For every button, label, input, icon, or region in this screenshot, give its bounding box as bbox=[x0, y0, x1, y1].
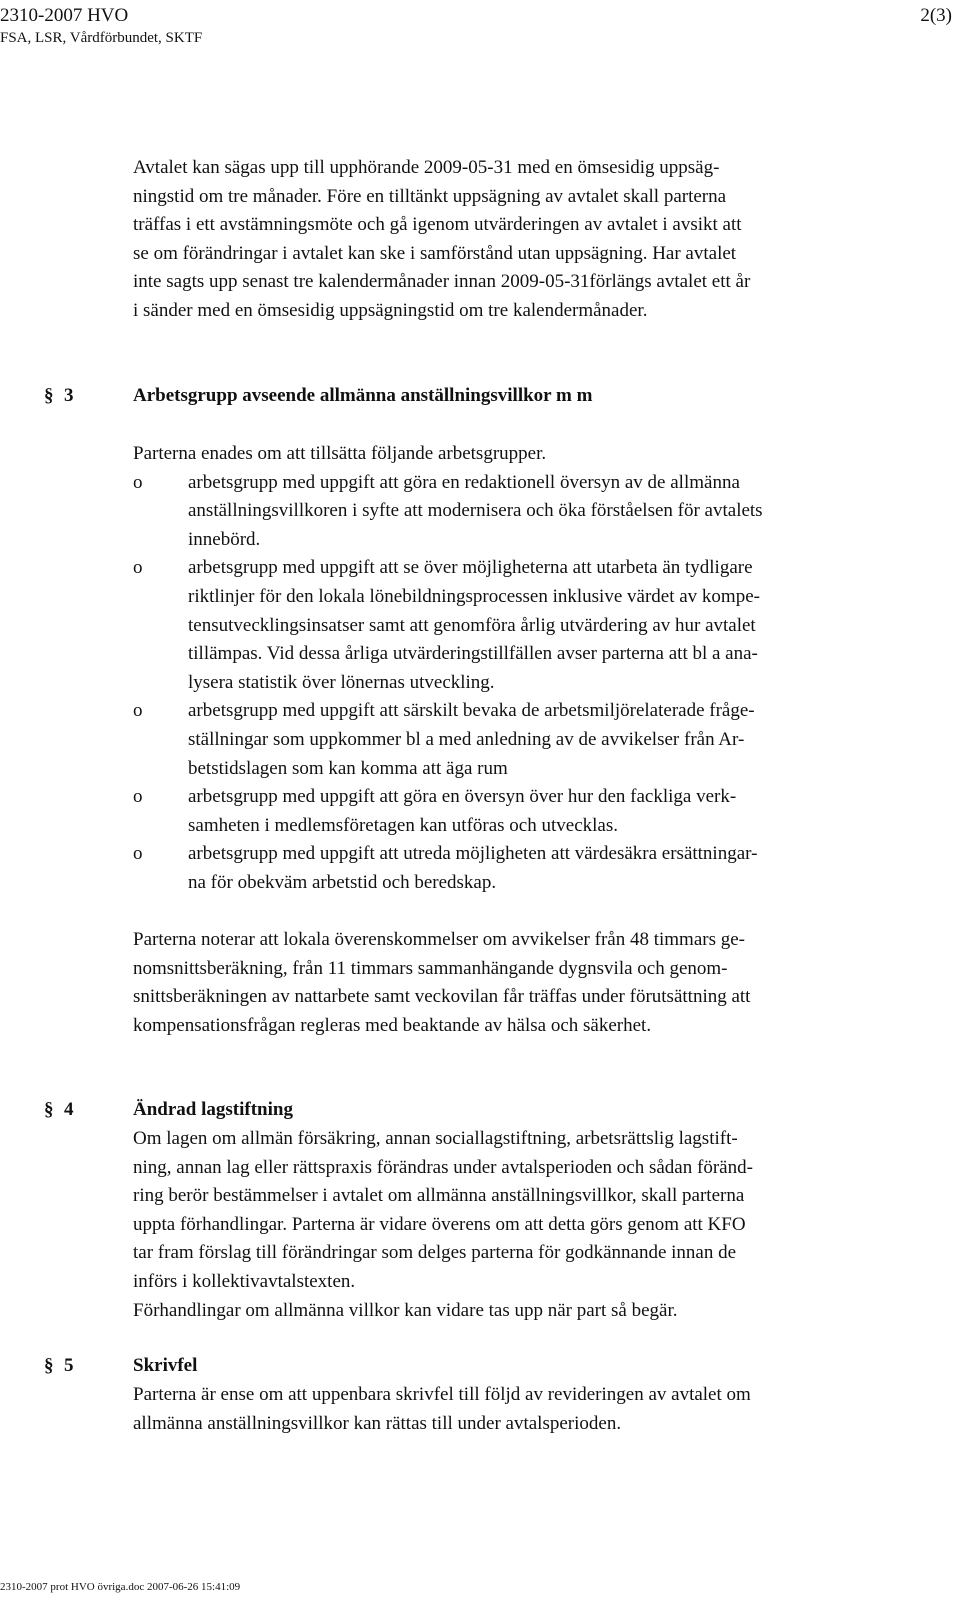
section-3-lead: Parterna enades om att tillsätta följande arbetsgrupper. bbox=[133, 443, 547, 464]
list-item bbox=[133, 469, 948, 555]
text-line: i sänder med en ömsesidig uppsägningstid om tre kalendermånader. bbox=[133, 299, 648, 321]
text-line: anställningsvillkoren i syfte att modernisera och öka förståelsen för avtalets bbox=[188, 500, 763, 522]
text-line: samheten i medlemsföretagen kan utföras och utvecklas. bbox=[188, 814, 618, 836]
section-title: Arbetsgrupp avseende allmänna anställningsvillkor m m bbox=[133, 385, 593, 406]
text-line: ring berör bestämmelser i avtalet om allmänna anställningsvillkor, skall parterna bbox=[133, 1185, 745, 1207]
text-line: betstidslagen som kan komma att äga rum bbox=[188, 757, 508, 779]
bullet-marker: o bbox=[133, 786, 143, 808]
section-5-body bbox=[133, 1381, 948, 1438]
text-line: tar fram förslag till förändringar som delges parterna för godkännande innan de bbox=[133, 1242, 737, 1264]
text-line: riktlinjer för den lokala lönebildningsprocessen inklusive värdet av kompe- bbox=[188, 585, 760, 607]
text-line: Förhandlingar om allmänna villkor kan vidare tas upp när part så begär. bbox=[133, 1299, 678, 1321]
text-line: ningstid om tre månader. Före en tilltänkt uppsägning av avtalet skall parterna bbox=[133, 185, 727, 207]
section-sign: § bbox=[44, 385, 54, 406]
section-number: 5 bbox=[64, 1355, 74, 1376]
text-line: arbetsgrupp med uppgift att särskilt bevaka de arbetsmiljörelaterade fråge- bbox=[188, 700, 755, 722]
page-footer: 2310-2007 prot HVO övriga.doc 2007-06-26 15:41:09 bbox=[0, 1581, 241, 1593]
text-line: arbetsgrupp med uppgift att se över möjligheterna att utarbeta än tydligare bbox=[188, 557, 753, 579]
document-parties: FSA, LSR, Vårdförbundet, SKTF bbox=[0, 30, 203, 46]
bullet-marker: o bbox=[133, 700, 143, 722]
text-line: Parterna noterar att lokala överenskommelser om avvikelser från 48 timmars ge- bbox=[133, 929, 745, 950]
text-line: uppta förhandlingar. Parterna är vidare överens om att detta görs genom att KFO bbox=[133, 1213, 746, 1235]
list-item bbox=[133, 697, 948, 783]
text-line: Om lagen om allmän försäkring, annan sociallagstiftning, arbetsrättslig lagstift- bbox=[133, 1128, 738, 1149]
bullet-marker: o bbox=[133, 843, 143, 865]
document-code: 2310-2007 HVO bbox=[0, 5, 129, 26]
section-title: Skrivfel bbox=[133, 1355, 198, 1376]
text-line: träffas i ett avstämningsmöte och gå igenom utvärderingen av avtalet i avsikt att bbox=[133, 214, 742, 236]
section-number: 4 bbox=[64, 1099, 74, 1120]
list-item bbox=[133, 840, 948, 897]
text-line: kompensationsfrågan regleras med beaktande av hälsa och säkerhet. bbox=[133, 1014, 652, 1036]
list-item bbox=[133, 554, 948, 697]
section-title: Ändrad lagstiftning bbox=[133, 1099, 293, 1120]
bullet-marker: o bbox=[133, 557, 143, 579]
text-line: tillämpas. Vid dessa årliga utvärderingstillfällen avser parterna att bl a ana- bbox=[188, 643, 758, 665]
working-group-list bbox=[133, 469, 948, 898]
text-line: Parterna är ense om att uppenbara skrivfel till följd av revideringen av avtalet om bbox=[133, 1384, 751, 1405]
section-3-body bbox=[133, 440, 948, 898]
section-sign: § bbox=[44, 1099, 54, 1120]
text-line: snittsberäkningen av nattarbete samt veckovilan får träffas under förutsättning att bbox=[133, 986, 751, 1008]
section-4-body bbox=[133, 1125, 948, 1325]
intro-paragraph bbox=[133, 154, 948, 326]
text-line: Avtalet kan sägas upp till upphörande 2009-05-31 med en ömsesidig uppsäg- bbox=[133, 157, 720, 178]
text-line: na för obekväm arbetstid och beredskap. bbox=[188, 871, 497, 893]
text-line: tensutvecklingsinsatser samt att genomföra årlig utvärdering av hur avtalet bbox=[188, 614, 756, 636]
list-item bbox=[133, 783, 948, 840]
text-line: lysera statistik över lönernas utveckling. bbox=[188, 671, 495, 693]
text-line: allmänna anställningsvillkor kan rättas till under avtalsperioden. bbox=[133, 1412, 622, 1434]
bullet-marker: o bbox=[133, 471, 143, 493]
section-3-note bbox=[133, 926, 948, 1040]
text-line: ning, annan lag eller rättspraxis förändras under avtalsperioden och sådan föränd- bbox=[133, 1156, 753, 1178]
section-sign: § bbox=[44, 1355, 54, 1376]
text-line: se om förändringar i avtalet kan ske i samförstånd utan uppsägning. Har avtalet bbox=[133, 242, 737, 264]
text-line: nomsnittsberäkning, från 11 timmars sammanhängande dygnsvila och genom- bbox=[133, 957, 728, 979]
section-number: 3 bbox=[64, 385, 74, 406]
text-line: arbetsgrupp med uppgift att göra en redaktionell översyn av de allmänna bbox=[188, 471, 740, 493]
text-line: införs i kollektivavtalstexten. bbox=[133, 1270, 356, 1292]
page-header bbox=[0, 4, 202, 47]
text-line: ställningar som uppkommer bl a med anledning av de avvikelser från Ar- bbox=[188, 728, 745, 750]
page-number: 2(3) bbox=[920, 5, 952, 26]
text-line: arbetsgrupp med uppgift att göra en översyn över hur den fackliga verk- bbox=[188, 786, 737, 808]
text-line: inte sagts upp senast tre kalendermånader innan 2009-05-31förlängs avtalet ett år bbox=[133, 271, 751, 293]
text-line: innebörd. bbox=[188, 528, 261, 550]
text-line: arbetsgrupp med uppgift att utreda möjligheten att värdesäkra ersättningar- bbox=[188, 843, 758, 865]
